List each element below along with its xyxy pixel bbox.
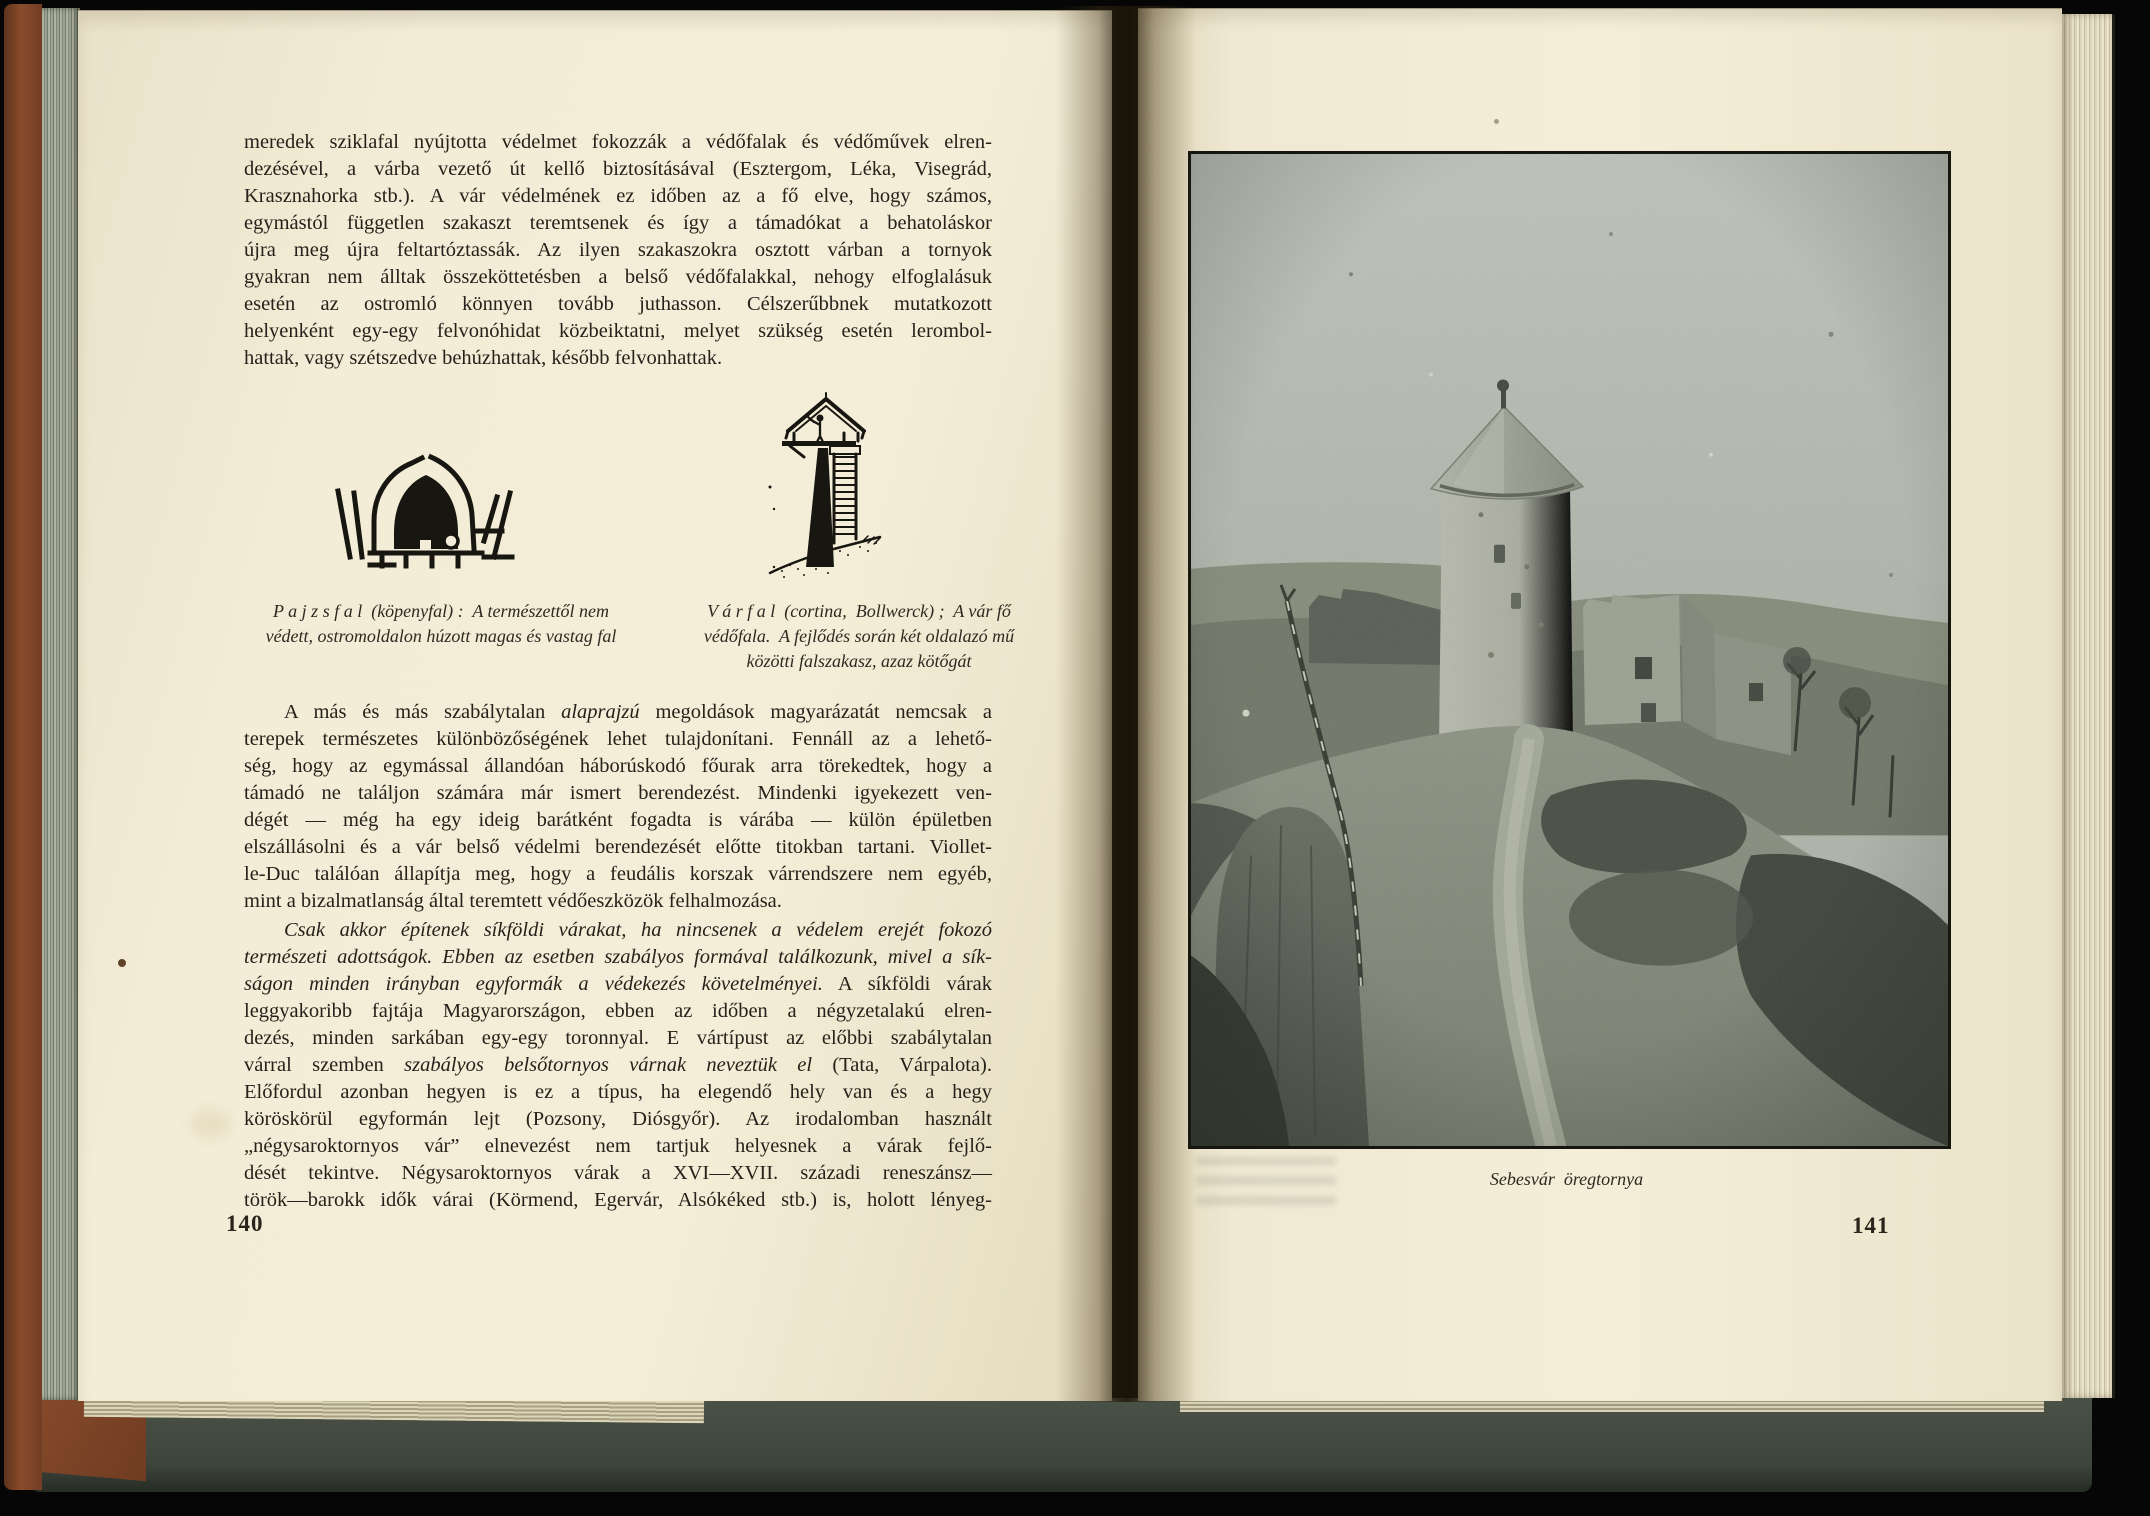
text-line: ség, hogy az egymással állandóan háborúskodó főurak arra törekedtek, hogy a [244,755,992,777]
text-line: Csak akkor építenek síkföldi várakat, ha nincsenek a védelem erejét fokozó [284,919,992,941]
text-line: dezés, minden sarkában egy-egy toronnyal. E vártípust az előbbi szabálytalan [244,1027,992,1049]
text-line: újra meg újra feltartóztassák. Az ilyen szakaszokra osztott várban a tornyok [244,239,992,261]
text-line: P a j z s f a l (köpenyfal) : A természettől nem [273,601,609,621]
text-line: le-Duc találóan állapítja meg, hogy a feudális korszak várrendszere nem egyéb, [244,863,992,885]
book-cover-left-edge [4,4,42,1490]
page-stain [190,1109,230,1139]
text-line: V á r f a l (cortina, Bollwerck) ; A vár fő [707,601,1011,621]
text-line: elszállásolni és a vár belső védelmi berendezését előtte titokban tartani. Viollet- [244,836,992,858]
text-line: leggyakoribb fajtája Magyarországon, ebben az időben a négyzetalakú elren- [244,1000,992,1022]
text-line: mint a bizalmatlanság által teremtett védőeszközök felhalmozása. [244,890,782,912]
text-line: természeti adottságok. Ebben az esetben szabályos formával találkozunk, mivel a sík- [244,946,992,968]
text-line: terepek természetes különbözőségének lehet tulajdonítani. Fennáll az a lehető- [244,728,992,750]
paragraph-3 [244,917,992,1214]
castle-photo-illustration [1191,154,1948,1146]
caption-varfal [636,599,1082,674]
paragraph-2 [244,699,992,915]
text-line: támadó ne találjon számára már ismert berendezést. Mindenki igyekezett ven- [244,782,992,804]
text-line: dezésével, a várba vezető út kellő biztosításával (Esztergom, Léka, Visegrád, [244,158,992,180]
page-speck [1494,119,1499,124]
figure-pajzsfal-plan [334,445,530,581]
text-line: helyenként egy-egy felvonóhidat közbeiktatni, melyet szükség esetén lerombol- [244,320,992,342]
page-number-141: 141 [1852,1213,1890,1238]
text-line: török—barokk idők várai (Körmend, Egervár, Alsókéked stb.) is, holott lényeg- [244,1189,992,1211]
text-line: esetén az ostromló könnyen tovább juthasson. Célszerűbbnek mutatkozott [244,293,992,315]
text-line: dését tekintve. Négysaroktornyos várak a XVI—XVII. századi reneszánsz— [244,1162,992,1184]
text-line: egymástól független szakaszt teremtsenek és így a támadókat a behatoláskor [244,212,992,234]
text-line: hattak, vagy szétszedve behúzhattak, később felvonhattak. [244,347,723,369]
page-left [78,10,1112,1401]
text-line: dégét — még ha egy ideig barátként fogadta is várába — külön épületben [244,809,992,831]
page-number-140: 140 [226,1211,264,1236]
page-right [1138,8,2062,1401]
text-line: védőfala. A fejlődés során két oldalazó mű [703,626,1015,646]
text-line: Előfordul azonban hegyen is ez a típus, ha elegendő hely van és a hegy [244,1081,992,1103]
text-line: köröskörül egyformán lejt (Pozsony, Diósgyőr). Az irodalomban használt [244,1108,992,1130]
text-line: gyakran nem álltak összeköttetésben a belső védőfalakkal, nehogy elfoglalásuk [244,266,992,288]
text-line: ságon minden irányban egyformák a védekezés követelményei. A síkföldi várak [244,973,992,995]
paragraph-1 [244,129,992,372]
caption-pajzsfal [224,599,658,649]
text-line: védett, ostromoldalon húzott magas és vastag fal [265,626,617,646]
photo-caption [1188,1167,1945,1192]
photo-caption-text: Sebesvár öregtornya [1489,1169,1644,1189]
text-line: „négysaroktornyos vár” elnevezést nem tartjuk helyesnek a várak fejlő- [244,1135,992,1157]
text-line: A más és más szabálytalan alaprajzú megoldások magyarázatát nemcsak a [284,701,992,723]
text-line: meredek sziklafal nyújtotta védelmet fokozzák a védőfalak és védőművek elren- [244,131,992,153]
text-line: várral szemben szabályos belsőtornyos várnak neveztük el (Tata, Várpalota). [244,1054,992,1076]
photo-sebesvar-tower [1188,151,1951,1149]
figure-varfal-section [764,391,890,581]
text-line: Krasznahorka stb.). A vár védelmének ez időben az a fő elve, hogy számos, [244,185,992,207]
page-stack-right-edge [2062,14,2115,1398]
text-line: közötti falszakasz, azaz kötőgát [746,651,972,671]
page-stack-left-edge [42,8,80,1400]
page-blemish [118,959,126,967]
